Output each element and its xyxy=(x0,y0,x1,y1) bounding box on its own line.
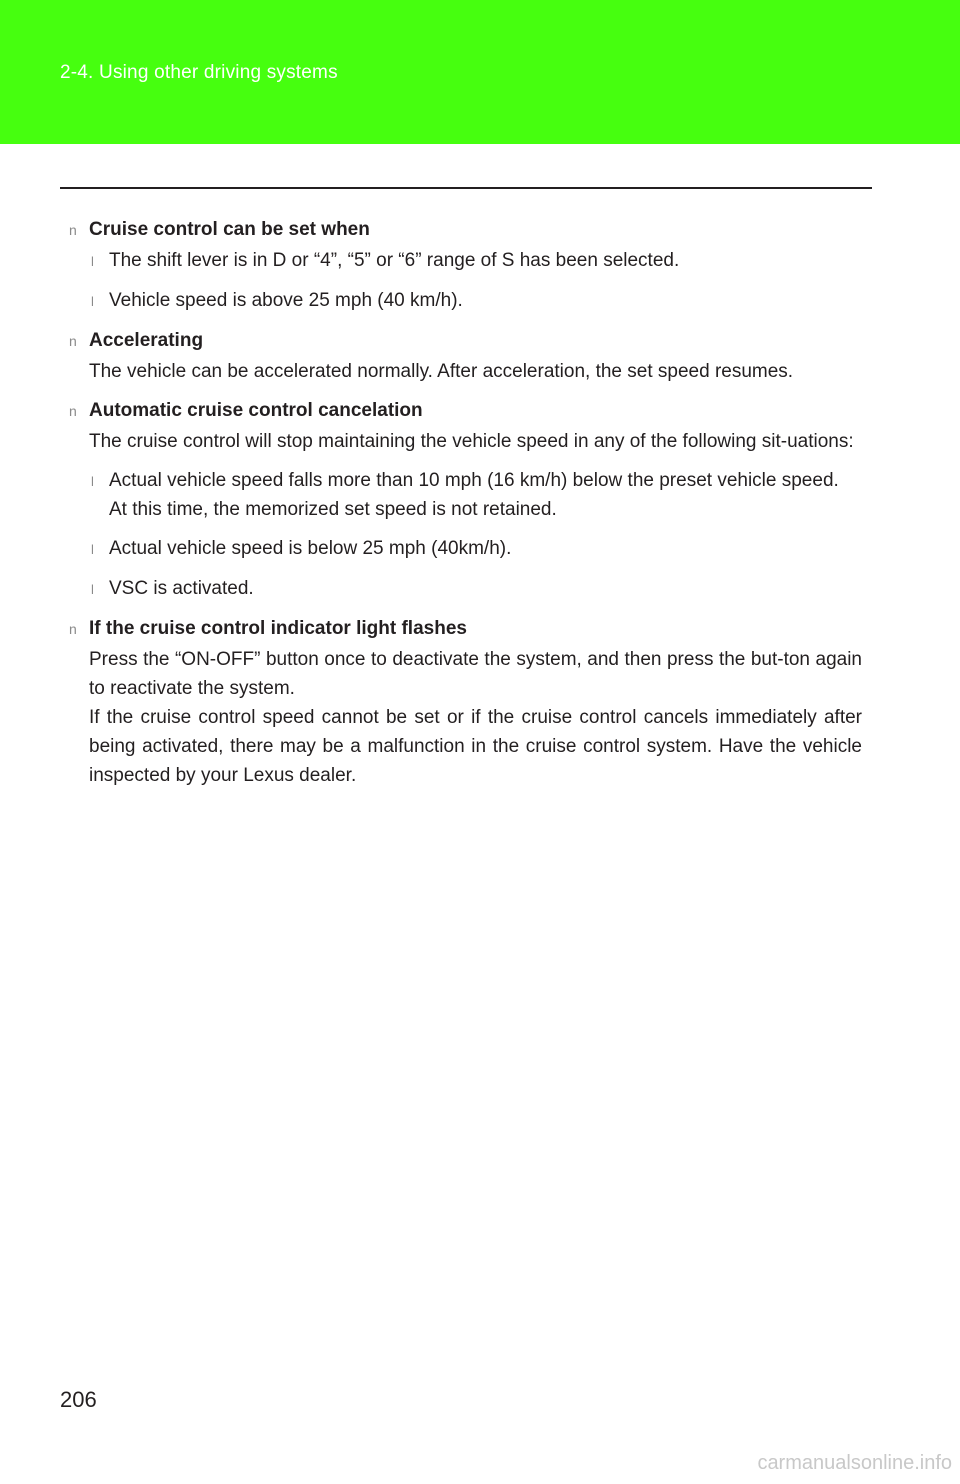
dot-bullet-icon: l xyxy=(91,542,94,557)
square-bullet-icon: n xyxy=(69,333,77,349)
divider-rule xyxy=(60,187,872,189)
section-paragraph: The vehicle can be accelerated normally. After acceleration, the set speed resumes. xyxy=(89,361,794,382)
list-item xyxy=(89,534,862,564)
dot-bullet-icon: l xyxy=(91,474,94,489)
list-item xyxy=(89,286,862,316)
list-item-text: Actual vehicle speed falls more than 10 mph (16 km/h) below the preset vehicle speed. At this time, the memorized set speed is not retained. xyxy=(109,470,839,520)
list-item-text: Actual vehicle speed is below 25 mph (40km/h). xyxy=(109,538,512,559)
list-item xyxy=(89,574,862,604)
heading-text: Cruise control can be set when xyxy=(89,219,370,240)
section-header-bar xyxy=(0,0,960,144)
list-item xyxy=(89,246,862,276)
list-item-text: Vehicle speed is above 25 mph (40 km/h). xyxy=(109,290,463,311)
page-number: 206 xyxy=(60,1387,97,1412)
section-paragraph: Press the “ON-OFF” button once to deactivate the system, and then press the but-ton again to reactivate the system. If the cruise control speed cannot be set or if the cruise control cancels immediately after being activated, there may be a malfunction in the cruise control system. Have the vehicle inspected by your Lexus dealer. xyxy=(89,649,862,786)
dot-bullet-icon: l xyxy=(91,254,94,269)
section-paragraph: The cruise control will stop maintaining the vehicle speed in any of the following sit-uations: xyxy=(89,431,854,452)
section-heading xyxy=(60,325,862,357)
square-bullet-icon: n xyxy=(69,222,77,238)
list-item-text: The shift lever is in D or “4”, “5” or “6” range of S has been selected. xyxy=(109,250,680,271)
heading-text: If the cruise control indicator light flashes xyxy=(89,618,467,639)
watermark: carmanualsonline.info xyxy=(757,1452,952,1474)
section-accelerating xyxy=(60,325,862,386)
section-cruise-set xyxy=(60,214,862,316)
dot-bullet-icon: l xyxy=(91,294,94,309)
section-title: 2-4. Using other driving systems xyxy=(60,62,338,83)
list-item-text: VSC is activated. xyxy=(109,578,254,599)
section-indicator-flashes xyxy=(60,613,862,790)
section-heading xyxy=(60,214,862,246)
heading-text: Accelerating xyxy=(89,330,204,351)
section-heading xyxy=(60,613,862,645)
section-auto-cancel xyxy=(60,395,862,604)
square-bullet-icon: n xyxy=(69,403,77,419)
section-heading xyxy=(60,395,862,427)
dot-bullet-icon: l xyxy=(91,582,94,597)
page-content xyxy=(60,214,862,799)
square-bullet-icon: n xyxy=(69,621,77,637)
list-item xyxy=(89,466,862,524)
heading-text: Automatic cruise control cancelation xyxy=(89,400,423,421)
